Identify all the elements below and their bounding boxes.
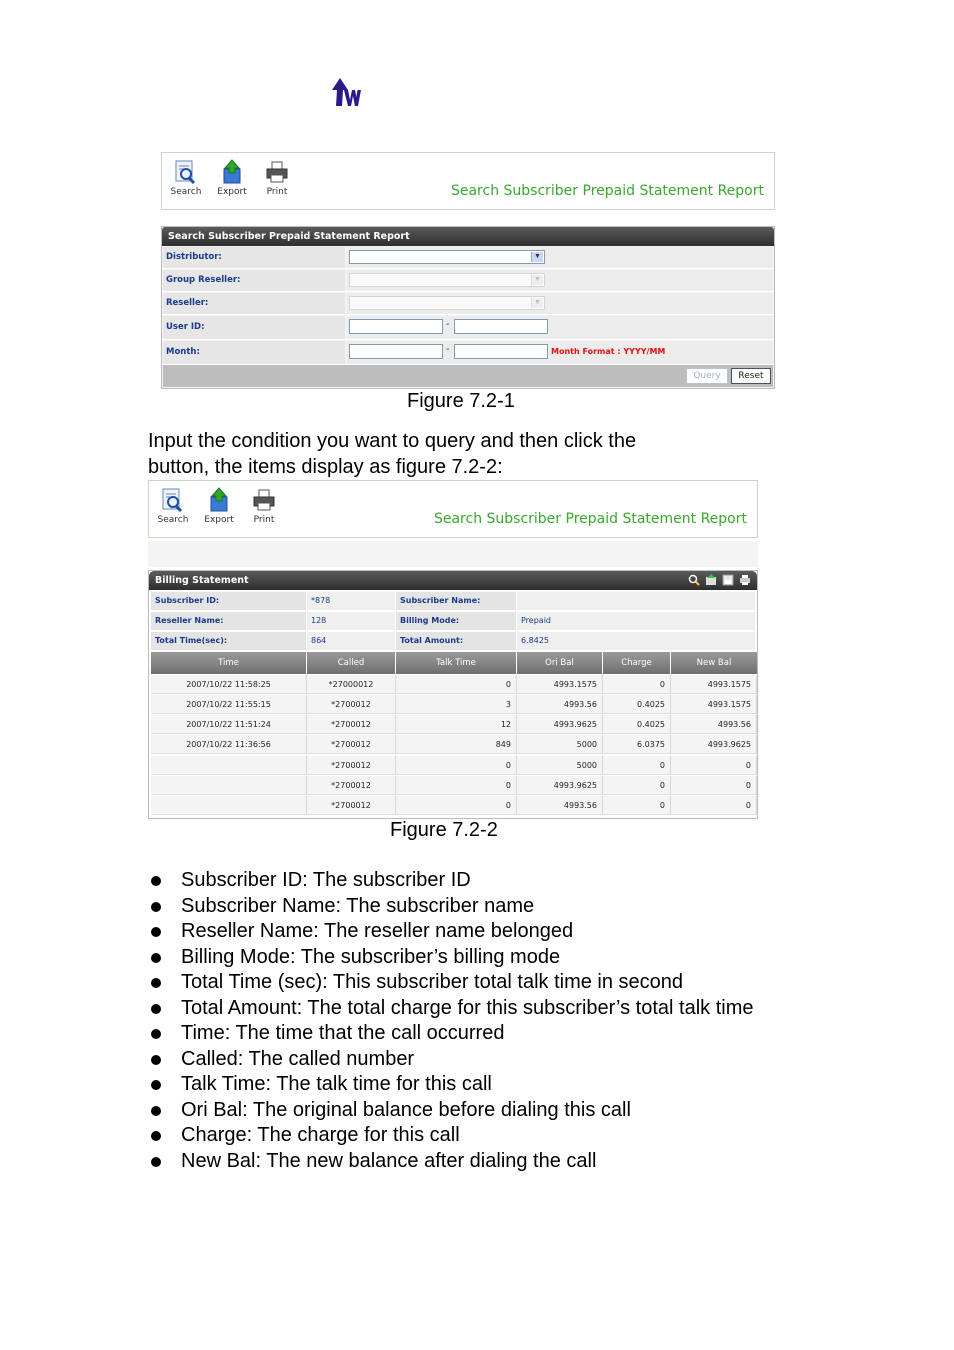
- column-header-charge[interactable]: Charge: [603, 652, 671, 674]
- form-row-user-id: [162, 315, 774, 340]
- bullet-icon: [151, 902, 161, 912]
- cell-time: [151, 756, 307, 775]
- company-logo: [330, 76, 368, 108]
- cell-talk-time: 0: [396, 796, 517, 815]
- bullet-icon: [151, 1080, 161, 1090]
- list-item-text: Total Amount: The total charge for this subscriber’s total talk time: [181, 996, 754, 1019]
- list-item-text: Talk Time: The talk time for this call: [181, 1073, 492, 1095]
- export-label: Export: [217, 187, 247, 197]
- range-dash: -: [446, 319, 450, 330]
- user-id-to-input[interactable]: [454, 319, 548, 334]
- list-item-text: Subscriber Name: The subscriber name: [181, 894, 535, 917]
- search-label: Search: [170, 187, 202, 197]
- table-row: [151, 735, 755, 755]
- bullet-icon: [151, 1106, 161, 1116]
- info-value: 6.8425: [517, 632, 755, 650]
- info-row: [149, 591, 757, 610]
- cell-new-bal: 4993.1575: [671, 695, 757, 714]
- printer-icon: [252, 487, 276, 513]
- save-icon[interactable]: [722, 574, 734, 586]
- reset-button[interactable]: Reset: [731, 368, 771, 384]
- info-label: Reseller Name:: [151, 612, 306, 630]
- list-item: [148, 1072, 788, 1098]
- list-item-text: Called: The called number: [181, 1047, 415, 1070]
- search-icon[interactable]: [688, 574, 700, 586]
- paragraph-line: Input the condition you want to query and then click the: [148, 430, 637, 452]
- table-row: [151, 715, 755, 735]
- bullet-icon: [151, 953, 161, 963]
- bullet-icon: [151, 1157, 161, 1167]
- list-item-text: Reseller Name: The reseller name belonged: [181, 920, 574, 942]
- cell-talk-time: 12: [396, 715, 517, 734]
- toolbar-figure2: [148, 480, 758, 538]
- bullet-icon: [151, 1055, 161, 1065]
- cell-called: *2700012: [307, 735, 396, 754]
- cell-charge: 0: [603, 675, 671, 694]
- search-button[interactable]: [155, 487, 191, 525]
- info-value: *878: [307, 592, 395, 610]
- list-item: [148, 1021, 788, 1047]
- cell-time: [151, 776, 307, 795]
- list-item: [148, 1149, 788, 1175]
- field-label: Group Reseller:: [163, 270, 345, 291]
- paragraph-line: button, the items display as figure 7.2-2:: [148, 456, 503, 478]
- table-row: [151, 776, 755, 796]
- chevron-down-icon: ▼: [531, 275, 543, 285]
- search-icon: [161, 487, 185, 513]
- cell-called: *2700012: [307, 776, 396, 795]
- cell-ori-bal: 4993.56: [517, 796, 603, 815]
- info-row: [149, 631, 757, 650]
- user-id-from-input[interactable]: [349, 319, 443, 334]
- cell-ori-bal: 5000: [517, 756, 603, 775]
- billing-statement-panel: [148, 570, 758, 819]
- info-label: Subscriber ID:: [151, 592, 306, 610]
- list-item-text: Billing Mode: The subscriber’s billing mode: [181, 945, 561, 968]
- list-item-text: New Bal: The new balance after dialing the call: [181, 1149, 597, 1172]
- cell-new-bal: 4993.1575: [671, 675, 757, 694]
- bullet-icon: [151, 978, 161, 988]
- toolbar-figure1: [161, 152, 775, 210]
- print-label: Print: [266, 187, 288, 197]
- info-value: [517, 592, 755, 610]
- form-header: Search Subscriber Prepaid Statement Report: [162, 227, 774, 246]
- field-label: Distributor:: [163, 247, 345, 268]
- billing-title: Billing Statement: [155, 575, 249, 586]
- table-row: [151, 675, 755, 695]
- billing-header: [149, 571, 757, 590]
- cell-charge: 6.0375: [603, 735, 671, 754]
- info-label: Total Amount:: [396, 632, 516, 650]
- info-row: [149, 611, 757, 630]
- search-form-panel: [161, 226, 775, 389]
- info-label: Total Time(sec):: [151, 632, 306, 650]
- list-item-text: Subscriber ID: The subscriber ID: [181, 869, 471, 891]
- cell-new-bal: 0: [671, 796, 757, 815]
- form-button-bar: [163, 365, 773, 387]
- column-header-ori-bal[interactable]: Ori Bal: [517, 652, 603, 674]
- cell-ori-bal: 5000: [517, 735, 603, 754]
- print-button[interactable]: [246, 487, 282, 525]
- cell-charge: 0: [603, 776, 671, 795]
- search-button[interactable]: [168, 159, 204, 197]
- bullet-icon: [151, 1131, 161, 1141]
- cell-called: *2700012: [307, 715, 396, 734]
- export-label: Export: [204, 515, 234, 525]
- bullet-icon: [151, 1029, 161, 1039]
- export-icon: [207, 487, 231, 513]
- list-item-text: Ori Bal: The original balance before dialing this call: [181, 1098, 631, 1121]
- printer-icon: [265, 159, 289, 185]
- cell-ori-bal: 4993.9625: [517, 715, 603, 734]
- info-label: Billing Mode:: [396, 612, 516, 630]
- spacer-band: [148, 541, 758, 567]
- cell-called: *2700012: [307, 695, 396, 714]
- print-label: Print: [253, 515, 275, 525]
- cell-called: *2700012: [307, 796, 396, 815]
- info-value: 864: [307, 632, 395, 650]
- list-item: [148, 868, 788, 894]
- cell-ori-bal: 4993.1575: [517, 675, 603, 694]
- billing-table-header: [151, 652, 755, 674]
- table-row: [151, 796, 755, 816]
- cell-new-bal: 4993.56: [671, 715, 757, 734]
- cell-ori-bal: 4993.56: [517, 695, 603, 714]
- column-header-new-bal[interactable]: New Bal: [671, 652, 757, 674]
- figure-caption: Figure 7.2-2: [390, 819, 498, 841]
- cell-charge: 0: [603, 796, 671, 815]
- info-value: 128: [307, 612, 395, 630]
- list-item-text: Time: The time that the call occurred: [181, 1022, 505, 1044]
- cell-talk-time: 0: [396, 675, 517, 694]
- cell-talk-time: 849: [396, 735, 517, 754]
- list-item: [148, 1047, 788, 1073]
- cell-talk-time: 0: [396, 756, 517, 775]
- info-label: Subscriber Name:: [396, 592, 516, 610]
- cell-charge: 0: [603, 756, 671, 775]
- search-label: Search: [157, 515, 189, 525]
- cell-talk-time: 0: [396, 776, 517, 795]
- month-format-hint: Month Format : YYYY/MM: [551, 347, 666, 356]
- form-row-reseller: [162, 292, 774, 315]
- month-from-input[interactable]: [349, 344, 443, 359]
- cell-time: 2007/10/22 11:51:24: [151, 715, 307, 734]
- month-to-input[interactable]: [454, 344, 548, 359]
- cell-new-bal: 4993.9625: [671, 735, 757, 754]
- bullet-icon: [151, 1004, 161, 1014]
- cell-called: *2700012: [307, 756, 396, 775]
- body-paragraph: [148, 428, 636, 480]
- figure-caption: Figure 7.2-1: [407, 390, 515, 412]
- printer-icon[interactable]: [739, 574, 751, 586]
- list-item: [148, 1123, 788, 1149]
- field-description-list: [148, 868, 788, 1174]
- toolbar-title: Search Subscriber Prepaid Statement Report: [433, 511, 747, 527]
- cell-time: 2007/10/22 11:55:15: [151, 695, 307, 714]
- field-label: Reseller:: [163, 293, 345, 314]
- cell-talk-time: 3: [396, 695, 517, 714]
- list-item: [148, 1098, 788, 1124]
- column-header-time[interactable]: Time: [151, 652, 307, 674]
- chevron-down-icon: ▼: [531, 298, 543, 308]
- range-dash: -: [446, 344, 450, 355]
- form-row-month: [162, 340, 774, 365]
- cell-new-bal: 0: [671, 756, 757, 775]
- cell-new-bal: 0: [671, 776, 757, 795]
- export-icon[interactable]: [705, 574, 717, 586]
- info-value: Prepaid: [517, 612, 755, 630]
- list-item: [148, 945, 788, 971]
- field-label: User ID:: [163, 316, 345, 339]
- column-header-called[interactable]: Called: [307, 652, 396, 674]
- form-row-group-reseller: [162, 269, 774, 292]
- form-row-distributor: [162, 246, 774, 269]
- distributor-select[interactable]: [349, 250, 545, 264]
- cell-ori-bal: 4993.9625: [517, 776, 603, 795]
- list-item: [148, 894, 788, 920]
- cell-charge: 0.4025: [603, 695, 671, 714]
- search-icon: [174, 159, 198, 185]
- export-button[interactable]: [214, 159, 250, 197]
- cell-called: *27000012: [307, 675, 396, 694]
- cell-time: 2007/10/22 11:36:56: [151, 735, 307, 754]
- list-item: [148, 970, 788, 996]
- cell-charge: 0.4025: [603, 715, 671, 734]
- reseller-select[interactable]: [349, 296, 545, 310]
- bullet-icon: [151, 927, 161, 937]
- table-row: [151, 756, 755, 776]
- toolbar-title: Search Subscriber Prepaid Statement Report: [450, 183, 764, 199]
- chevron-down-icon: ▼: [531, 252, 543, 262]
- bullet-icon: [151, 876, 161, 886]
- print-button[interactable]: [259, 159, 295, 197]
- list-item-text: Charge: The charge for this call: [181, 1124, 460, 1146]
- column-header-talk-time[interactable]: Talk Time: [396, 652, 517, 674]
- list-item: [148, 996, 788, 1022]
- query-button[interactable]: Query: [686, 368, 728, 384]
- field-label: Month:: [163, 341, 345, 364]
- cell-time: 2007/10/22 11:58:25: [151, 675, 307, 694]
- export-button[interactable]: [201, 487, 237, 525]
- cell-time: [151, 796, 307, 815]
- table-row: [151, 695, 755, 715]
- list-item-text: Total Time (sec): This subscriber total talk time in second: [181, 971, 684, 993]
- export-icon: [220, 159, 244, 185]
- list-item: [148, 919, 788, 945]
- group-reseller-select[interactable]: [349, 273, 545, 287]
